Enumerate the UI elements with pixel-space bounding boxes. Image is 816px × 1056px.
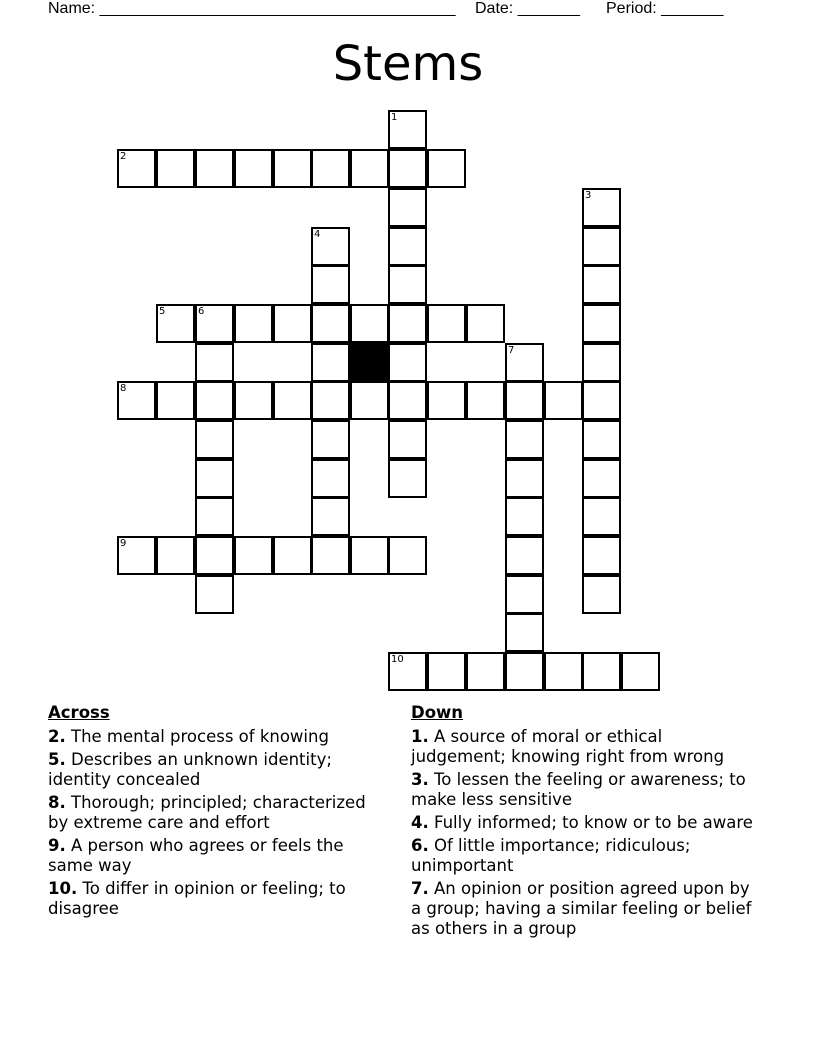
clue-number: 1 — [391, 112, 398, 123]
crossword-cell[interactable] — [388, 265, 427, 304]
clue-text: A source of moral or ethical judgement; knowing right from wrong — [411, 727, 725, 766]
crossword-cell[interactable] — [388, 110, 427, 149]
crossword-cell[interactable] — [234, 381, 273, 420]
crossword-cell[interactable] — [311, 265, 350, 304]
crossword-cell[interactable] — [505, 613, 544, 652]
clue-label: 7. — [411, 879, 429, 898]
crossword-cell[interactable] — [582, 343, 621, 382]
clue-number: 8 — [120, 383, 127, 394]
crossword-cell[interactable] — [117, 381, 156, 420]
clue-number: 9 — [120, 538, 127, 549]
name-field: Name: ________________________________________ — [48, 0, 456, 17]
crossword-cell[interactable] — [582, 652, 621, 691]
crossword-cell[interactable] — [466, 652, 505, 691]
crossword-cell[interactable] — [195, 420, 234, 459]
crossword-cell[interactable] — [544, 652, 583, 691]
crossword-cell[interactable] — [350, 149, 389, 188]
crossword-cell[interactable] — [350, 304, 389, 343]
crossword-cell[interactable] — [311, 381, 350, 420]
crossword-cell[interactable] — [505, 343, 544, 382]
crossword-cell[interactable] — [427, 652, 466, 691]
crossword-cell[interactable] — [234, 536, 273, 575]
period-field: Period: _______ — [606, 0, 724, 17]
clue-text: Of little importance; ridiculous; unimportant — [411, 836, 691, 875]
down-clues — [411, 703, 761, 942]
crossword-cell[interactable] — [388, 343, 427, 382]
across-clue — [48, 879, 378, 919]
clue-label: 9. — [48, 836, 66, 855]
crossword-block — [350, 343, 389, 382]
down-clue-list — [411, 727, 761, 939]
crossword-cell[interactable] — [621, 652, 660, 691]
crossword-cell[interactable] — [388, 381, 427, 420]
crossword-cell[interactable] — [505, 459, 544, 498]
clue-text: Fully informed; to know or to be aware — [434, 813, 753, 832]
crossword-cell[interactable] — [466, 304, 505, 343]
clue-number: 3 — [585, 190, 592, 201]
crossword-cell[interactable] — [273, 536, 312, 575]
crossword-cell[interactable] — [350, 536, 389, 575]
clue-label: 5. — [48, 750, 66, 769]
date-field: Date: _______ — [475, 0, 580, 17]
clue-number: 4 — [314, 229, 321, 240]
crossword-cell[interactable] — [582, 575, 621, 614]
clue-text: Thorough; principled; characterized by extreme care and effort — [48, 793, 366, 832]
clue-text: To lessen the feeling or awareness; to make less sensitive — [411, 770, 746, 809]
across-heading: Across — [48, 703, 110, 722]
across-clue — [48, 727, 378, 747]
crossword-cell[interactable] — [156, 381, 195, 420]
crossword-cell[interactable] — [427, 381, 466, 420]
crossword-cell[interactable] — [273, 381, 312, 420]
down-clue — [411, 727, 761, 767]
crossword-cell[interactable] — [582, 227, 621, 266]
crossword-cell[interactable] — [311, 420, 350, 459]
crossword-cell[interactable] — [311, 497, 350, 536]
across-clue — [48, 750, 378, 790]
crossword-cell[interactable] — [195, 459, 234, 498]
across-clues — [48, 703, 378, 922]
down-clue — [411, 813, 761, 833]
crossword-cell[interactable] — [311, 149, 350, 188]
crossword-cell[interactable] — [388, 149, 427, 188]
clue-text: Describes an unknown identity; identity concealed — [48, 750, 332, 789]
crossword-cell[interactable] — [388, 652, 427, 691]
clue-text: To differ in opinion or feeling; to disagree — [48, 879, 346, 918]
crossword-cell[interactable] — [117, 536, 156, 575]
crossword-cell[interactable] — [273, 149, 312, 188]
clue-text: A person who agrees or feels the same way — [48, 836, 344, 875]
clue-label: 4. — [411, 813, 429, 832]
crossword-cell[interactable] — [195, 536, 234, 575]
crossword-cell[interactable] — [505, 497, 544, 536]
crossword-cell[interactable] — [195, 575, 234, 614]
down-clue — [411, 770, 761, 810]
crossword-cell[interactable] — [234, 304, 273, 343]
across-clue-list — [48, 727, 378, 919]
crossword-cell[interactable] — [156, 304, 195, 343]
crossword-cell[interactable] — [350, 381, 389, 420]
down-heading: Down — [411, 703, 464, 722]
crossword-cell[interactable] — [582, 381, 621, 420]
crossword-cell[interactable] — [195, 381, 234, 420]
crossword-cell[interactable] — [195, 343, 234, 382]
crossword-cell[interactable] — [388, 536, 427, 575]
clue-label: 6. — [411, 836, 429, 855]
crossword-cell[interactable] — [582, 497, 621, 536]
crossword-cell[interactable] — [311, 227, 350, 266]
crossword-cell[interactable] — [388, 227, 427, 266]
crossword-cell[interactable] — [505, 536, 544, 575]
crossword-cell[interactable] — [311, 459, 350, 498]
crossword-cell[interactable] — [234, 149, 273, 188]
clue-label: 10. — [48, 879, 78, 898]
crossword-cell[interactable] — [195, 149, 234, 188]
crossword-cell[interactable] — [388, 304, 427, 343]
crossword-cell[interactable] — [582, 188, 621, 227]
clue-number: 10 — [391, 654, 404, 665]
across-clue — [48, 836, 378, 876]
crossword-cell[interactable] — [582, 459, 621, 498]
crossword-cell[interactable] — [388, 420, 427, 459]
across-clue — [48, 793, 378, 833]
clue-label: 1. — [411, 727, 429, 746]
crossword-cell[interactable] — [582, 265, 621, 304]
clue-label: 8. — [48, 793, 66, 812]
crossword-cell[interactable] — [311, 536, 350, 575]
crossword-cell[interactable] — [156, 536, 195, 575]
crossword-cell[interactable] — [544, 381, 583, 420]
clue-number: 6 — [198, 306, 205, 317]
clue-label: 2. — [48, 727, 66, 746]
crossword-cell[interactable] — [195, 304, 234, 343]
clue-number: 5 — [159, 306, 166, 317]
crossword-cell[interactable] — [582, 536, 621, 575]
crossword-cell[interactable] — [505, 381, 544, 420]
crossword-cell[interactable] — [466, 381, 505, 420]
down-clue — [411, 879, 761, 939]
crossword-cell[interactable] — [156, 149, 195, 188]
crossword-cell[interactable] — [505, 420, 544, 459]
crossword-cell[interactable] — [505, 575, 544, 614]
clue-text: The mental process of knowing — [71, 727, 329, 746]
clue-text: An opinion or position agreed upon by a group; having a similar feeling or belief as others in a group — [411, 879, 752, 938]
crossword-cell[interactable] — [388, 459, 427, 498]
page-title: Stems — [332, 36, 484, 92]
crossword-cell[interactable] — [195, 497, 234, 536]
crossword-cell[interactable] — [427, 304, 466, 343]
crossword-cell[interactable] — [311, 343, 350, 382]
crossword-cell[interactable] — [311, 304, 350, 343]
crossword-cell[interactable] — [273, 304, 312, 343]
clue-label: 3. — [411, 770, 429, 789]
crossword-cell[interactable] — [505, 652, 544, 691]
clue-number: 2 — [120, 151, 127, 162]
crossword-cell[interactable] — [582, 420, 621, 459]
crossword-cell[interactable] — [388, 188, 427, 227]
crossword-cell[interactable] — [427, 149, 466, 188]
down-clue — [411, 836, 761, 876]
crossword-cell[interactable] — [582, 304, 621, 343]
clue-number: 7 — [508, 345, 515, 356]
crossword-cell[interactable] — [117, 149, 156, 188]
